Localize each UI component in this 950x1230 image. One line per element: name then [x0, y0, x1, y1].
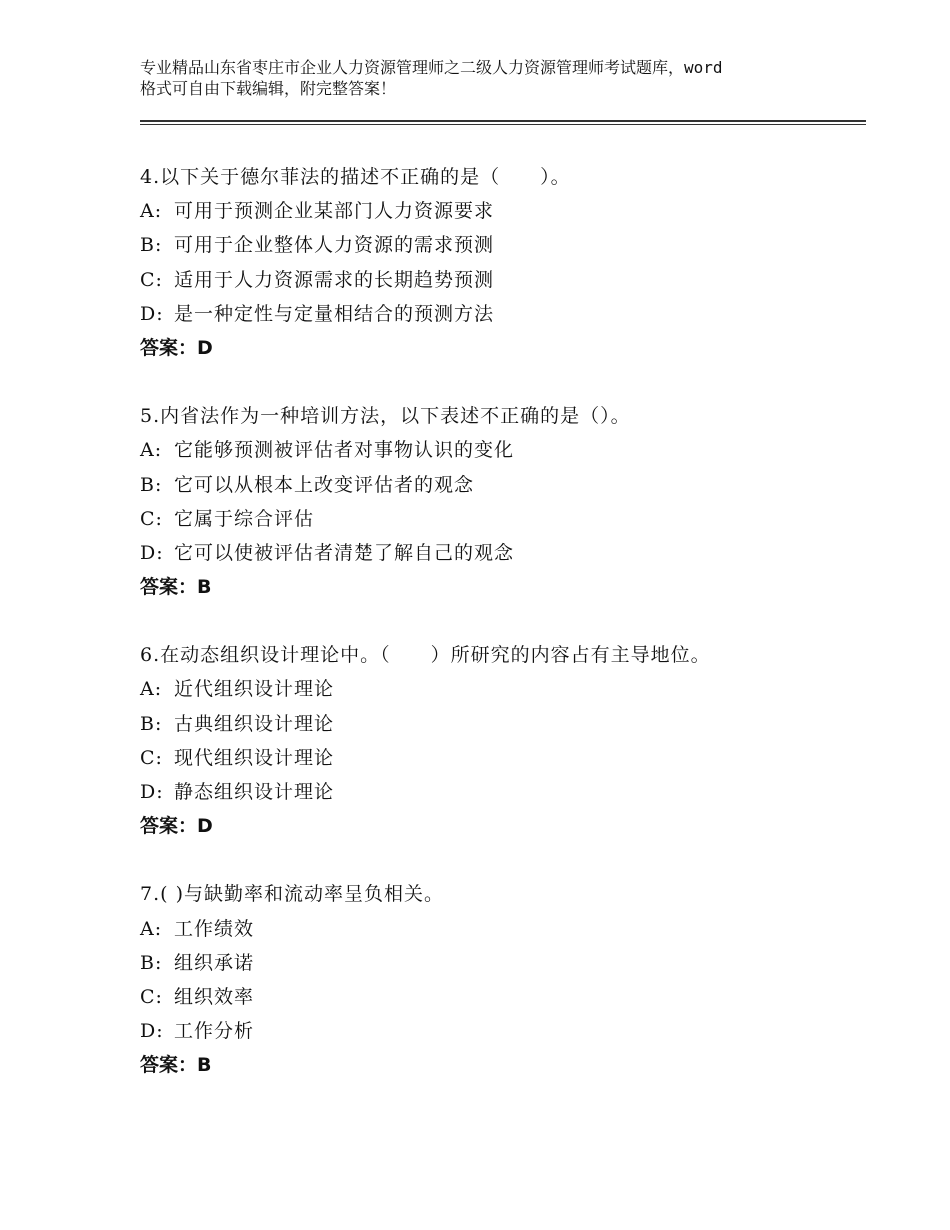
option-text: 它可以从根本上改变评估者的观念 [174, 473, 475, 496]
option-text: 是一种定性与定量相结合的预测方法 [174, 302, 495, 325]
question-title: 7.( )与缺勤率和流动率呈负相关。 [140, 883, 444, 906]
header-line-2: 格式可自由下载编辑，附完整答案！ [140, 79, 397, 98]
question-option-c [140, 502, 860, 536]
header-divider-thick [140, 120, 866, 122]
option-text: 它能够预测被评估者对事物认识的变化 [174, 439, 515, 462]
option-text: 工作分析 [174, 1020, 255, 1043]
question-option-b [140, 468, 860, 502]
option-text: 古典组织设计理论 [174, 712, 335, 735]
question-answer: 答案：D [140, 815, 213, 838]
question-answer: 答案：D [140, 336, 213, 359]
option-key: C: [140, 268, 163, 291]
header-divider-thin [140, 124, 866, 125]
option-key: D: [140, 781, 164, 803]
option-key: C: [140, 746, 163, 769]
document-header [140, 57, 840, 99]
question-option-d [140, 536, 860, 570]
option-text: 组织承诺 [174, 951, 255, 974]
option-key: B: [140, 473, 163, 496]
option-key: C: [140, 507, 163, 530]
option-key: B: [140, 712, 163, 735]
option-text: 适用于人力资源需求的长期趋势预测 [174, 268, 495, 291]
question-option-a [140, 194, 860, 228]
option-key: A: [140, 678, 163, 701]
question-item [140, 399, 860, 604]
question-item [140, 638, 860, 843]
option-key: D: [140, 541, 164, 564]
question-list [140, 160, 860, 1117]
option-key: D: [140, 1020, 164, 1043]
option-key: B: [140, 234, 163, 257]
question-option-c [140, 980, 860, 1014]
question-item [140, 877, 860, 1082]
question-option-d [140, 1014, 860, 1048]
question-option-a [140, 433, 860, 467]
option-text: 它可以使被评估者清楚了解自己的观念 [174, 541, 515, 564]
option-key: B: [140, 951, 163, 974]
option-key: D: [140, 302, 164, 325]
option-text: 静态组织设计理论 [174, 781, 335, 803]
question-title: 5.内省法作为一种培训方法，以下表述不正确的是（）。 [140, 405, 631, 428]
question-option-b [140, 946, 860, 980]
question-option-c [140, 263, 860, 297]
question-option-d [140, 297, 860, 331]
option-key: A: [140, 917, 163, 940]
question-item [140, 160, 860, 365]
header-line-1: 专业精品山东省枣庄市企业人力资源管理师之二级人力资源管理师考试题库，word [140, 58, 723, 77]
option-text: 近代组织设计理论 [174, 678, 335, 701]
question-option-a [140, 672, 860, 706]
question-answer: 答案：B [140, 576, 212, 599]
question-option-b [140, 707, 860, 741]
option-text: 组织效率 [174, 985, 255, 1008]
question-title: 4.以下关于德尔菲法的描述不正确的是（ ）。 [140, 166, 571, 188]
option-key: A: [140, 439, 163, 462]
option-text: 它属于综合评估 [174, 507, 315, 530]
option-text: 现代组织设计理论 [174, 746, 335, 769]
question-answer: 答案：B [140, 1054, 212, 1077]
question-option-d [140, 775, 860, 809]
question-option-b [140, 228, 860, 262]
option-text: 可用于预测企业某部门人力资源要求 [174, 200, 495, 223]
option-key: C: [140, 985, 163, 1008]
question-option-a [140, 912, 860, 946]
option-text: 工作绩效 [174, 917, 255, 940]
option-text: 可用于企业整体人力资源的需求预测 [174, 234, 495, 257]
option-key: A: [140, 200, 163, 223]
question-title: 6.在动态组织设计理论中。（ ）所研究的内容占有主导地位。 [140, 644, 711, 667]
question-option-c [140, 741, 860, 775]
